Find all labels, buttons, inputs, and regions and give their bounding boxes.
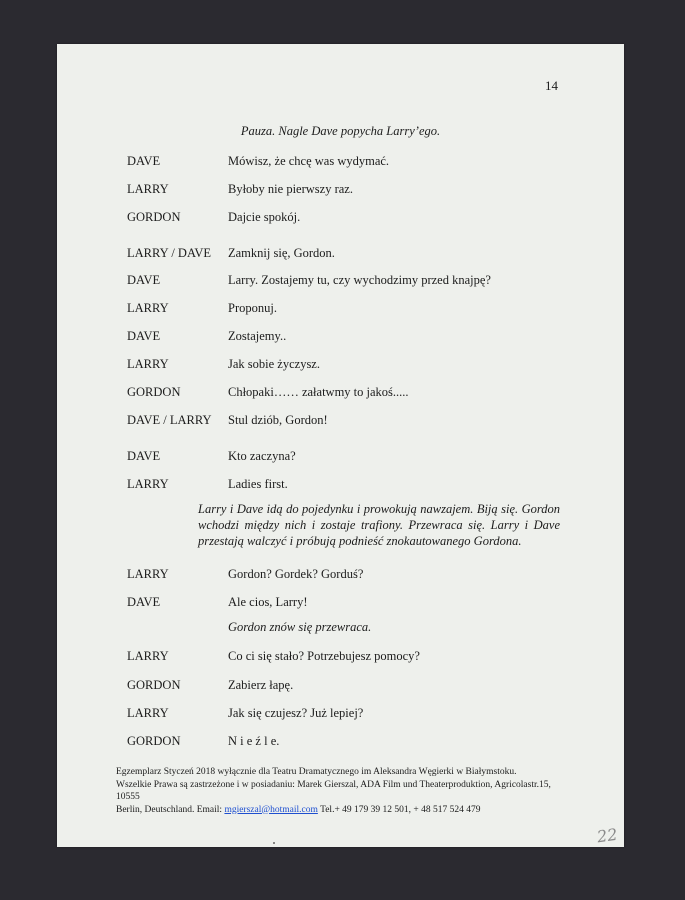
speaker-name: LARRY	[127, 649, 169, 663]
copyright-footer	[116, 766, 556, 816]
dialogue-line	[57, 327, 624, 345]
dialogue-line	[57, 447, 624, 465]
speaker-name: DAVE / LARRY	[127, 413, 212, 427]
speaker-name: LARRY	[127, 706, 169, 720]
footer-line: Egzemplarz Styczeń 2018 wyłącznie dla Teatru Dramatycznego im Aleksandra Węgierki w Białymstoku.	[116, 767, 517, 777]
speaker-name: DAVE	[127, 273, 161, 287]
dialogue-text: Stul dziób, Gordon!	[228, 413, 328, 427]
speaker-name: DAVE	[127, 595, 161, 609]
dialogue-line	[57, 383, 624, 401]
stage-direction-fall: Gordon znów się przewraca.	[228, 620, 372, 634]
page-number: 14	[545, 78, 558, 93]
footer-line3-prefix: Berlin, Deutschland. Email:	[116, 804, 225, 815]
dialogue-text: Larry. Zostajemy tu, czy wychodzimy przed knajpę?	[228, 273, 491, 287]
dialogue-text: Chłopaki…… załatwmy to jakoś.....	[228, 385, 409, 399]
dialogue-text: N i e ź l e.	[228, 734, 280, 748]
dialogue-line	[57, 271, 624, 289]
speaker-name: LARRY	[127, 477, 169, 491]
dialogue-line	[57, 676, 624, 694]
dialogue-text: Jak sobie życzysz.	[228, 357, 320, 371]
speaker-name: LARRY / DAVE	[127, 246, 212, 260]
dialogue-line	[57, 299, 624, 317]
speaker-name: DAVE	[127, 449, 161, 463]
dialogue-line	[57, 355, 624, 373]
email-link[interactable]: mgierszal@hotmail.com	[224, 804, 318, 815]
dialogue-line	[57, 411, 624, 429]
dialogue-line	[57, 180, 624, 198]
footer-line: Wszelkie Prawa są zastrzeżone i w posiadaniu: Marek Gierszal, ADA Film und Theaterproduktion, Agricolastr.15, 10555	[116, 779, 551, 802]
dialogue-line	[57, 704, 624, 722]
speaker-name: DAVE	[127, 329, 161, 343]
dialogue-text: Co ci się stało? Potrzebujesz pomocy?	[228, 649, 420, 663]
speaker-name: LARRY	[127, 182, 169, 196]
speaker-name: GORDON	[127, 385, 181, 399]
paper-speck	[273, 842, 275, 844]
speaker-name: LARRY	[127, 357, 169, 371]
footer-line	[116, 804, 556, 817]
footer-line3-suffix: Tel.+ 49 179 39 12 501, + 48 517 524 479	[317, 804, 481, 815]
dialogue-text: Gordon? Gordek? Gorduś?	[228, 567, 364, 581]
stage-direction-fight: Larry i Dave idą do pojedynku i prowokują nawzajem. Biją się. Gordon wchodzi między nich i zostaje trafiony. Przewraca się. Larry i Dave przestają walczyć i próbują podnieść znokautowanego Gordona.	[198, 502, 560, 548]
dialogue-text: Kto zaczyna?	[228, 449, 296, 463]
speaker-name: GORDON	[127, 734, 181, 748]
dialogue-text: Jak się czujesz? Już lepiej?	[228, 706, 364, 720]
dialogue-text: Zabierz łapę.	[228, 678, 294, 692]
dialogue-text: Byłoby nie pierwszy raz.	[228, 182, 353, 196]
speaker-name: LARRY	[127, 301, 169, 315]
dialogue-line	[57, 732, 624, 750]
handwritten-page-mark: 22	[595, 824, 619, 847]
dialogue-line	[57, 647, 624, 665]
dialogue-line	[57, 152, 624, 170]
speaker-name: DAVE	[127, 154, 161, 168]
speaker-name: GORDON	[127, 678, 181, 692]
dialogue-text: Zamknij się, Gordon.	[228, 246, 335, 260]
dialogue-text: Proponuj.	[228, 301, 277, 315]
dialogue-line	[57, 593, 624, 611]
script-page	[57, 44, 624, 847]
dialogue-text: Ladies first.	[228, 477, 288, 491]
stage-direction-top: Pauza. Nagle Dave popycha Larry’ego.	[240, 124, 441, 138]
speaker-name: LARRY	[127, 567, 169, 581]
speaker-name: GORDON	[127, 210, 181, 224]
dialogue-line	[57, 244, 624, 262]
dialogue-text: Mówisz, że chcę was wydymać.	[228, 154, 390, 168]
dialogue-line	[57, 565, 624, 583]
dialogue-text: Zostajemy..	[228, 329, 287, 343]
dialogue-text: Ale cios, Larry!	[228, 595, 308, 609]
dialogue-line	[57, 208, 624, 226]
dialogue-line	[57, 475, 624, 493]
dialogue-text: Dajcie spokój.	[228, 210, 301, 224]
